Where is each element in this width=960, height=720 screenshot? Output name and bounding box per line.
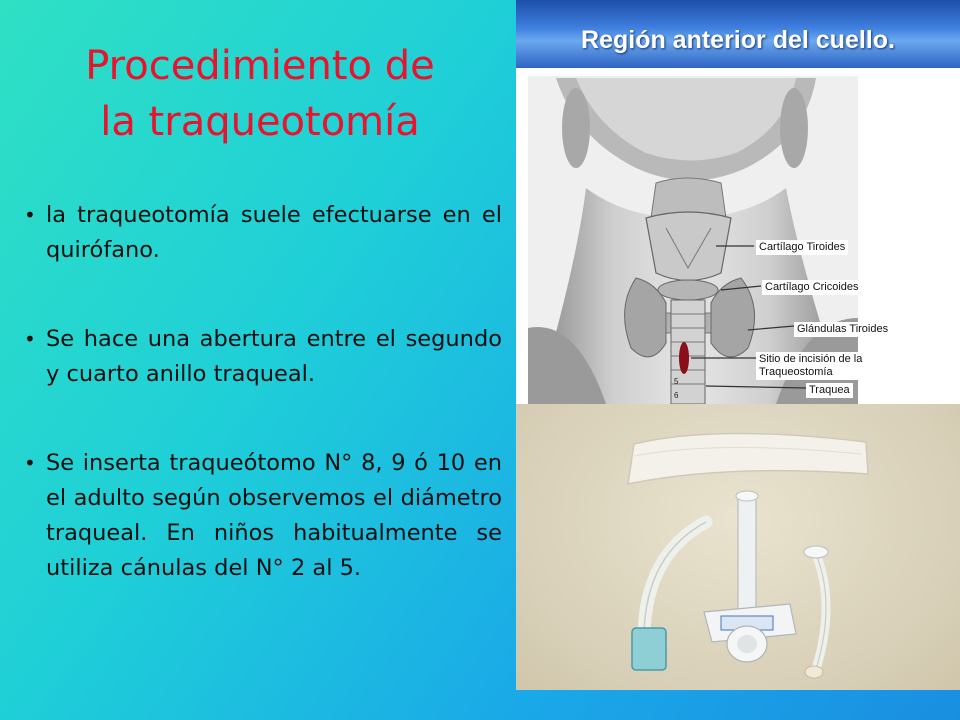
label-glandulas-tiroides: Glándulas Tiroides — [794, 322, 891, 337]
neck-anatomy-drawing — [516, 68, 960, 404]
anatomy-header-title: Región anterior del cuello. — [581, 26, 895, 54]
ring-number-5: 5 — [674, 377, 679, 386]
label-sitio-incision-line-1: Sitio de incisión de la — [759, 353, 863, 365]
bullet-list — [20, 198, 502, 640]
bullet-item-traqueotomo: • Se inserta traqueótomo N° 8, 9 ó 10 en el adulto según observemos el diámetro traqueal. En niños habitualmente se utiliza cánulas del N° 2 al 5. — [20, 446, 502, 586]
bullet-item-abertura: • Se hace una abertura entre el segundo y cuarto anillo traqueal. — [20, 322, 502, 392]
ring-number-6: 6 — [674, 391, 679, 400]
label-sitio-incision-line-2: Traqueostomía — [759, 366, 833, 378]
anatomy-image — [516, 0, 960, 404]
slide-title-line-2: la traqueotomía — [100, 99, 420, 145]
bullet-item-quirofano: • la traqueotomía suele efectuarse en el quirófano. — [20, 198, 502, 268]
slide-title — [20, 38, 500, 150]
label-traquea: Traquea — [806, 383, 853, 398]
tracheostomy-kit-drawing — [516, 404, 960, 690]
label-cartilago-cricoides: Cartílago Cricoides — [762, 280, 862, 295]
label-cartilago-tiroides: Cartílago Tiroides — [756, 240, 848, 255]
tracheostomy-tube-photo — [516, 404, 960, 690]
slide-title-line-1: Procedimiento de — [85, 43, 435, 89]
label-sitio-incision — [756, 352, 865, 380]
